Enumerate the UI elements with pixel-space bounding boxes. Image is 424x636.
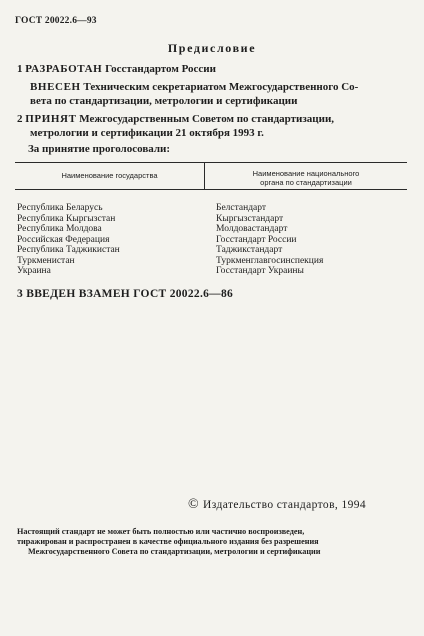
table-top-rule xyxy=(15,162,407,163)
vote-heading: За принятие проголосовали: xyxy=(28,143,171,155)
table-header-body-line-1: Наименование национального xyxy=(252,169,360,178)
body-cell: Туркменглавгосинспекция xyxy=(216,255,324,266)
submitted-text-1: Техническим секретариатом Межгосударственного Со- xyxy=(83,81,359,93)
state-cell: Российская Федерация xyxy=(17,234,110,245)
state-cell: Туркменистан xyxy=(17,255,75,266)
table-header-body xyxy=(205,169,407,187)
state-cell: Украина xyxy=(17,266,51,276)
body-cell: Госстандарт Украины xyxy=(216,266,304,276)
adopted-line-1 xyxy=(17,112,409,126)
adopted-keyword: ПРИНЯТ xyxy=(25,113,77,125)
copyright-icon: © xyxy=(188,497,200,512)
section-replaces: 3 ВВЕДЕН ВЗАМЕН ГОСТ 20022.6—86 xyxy=(17,288,234,300)
adopted-text-1: Межгосударственным Советом по стандартизации, xyxy=(79,113,335,125)
state-cell: Республика Беларусь xyxy=(17,203,103,213)
submitted-line-1 xyxy=(30,80,408,94)
submitted-line-2: вета по стандартизации, метрологии и сертификации xyxy=(30,95,298,107)
body-cell: Кыргызстандарт xyxy=(216,213,284,224)
section-number: 1 xyxy=(17,63,23,75)
body-cell: Госстандарт России xyxy=(216,234,297,245)
submitted-keyword: ВНЕСЕН xyxy=(30,81,81,93)
table-header-body-line-2: органа по стандартизации xyxy=(260,178,352,187)
copyright-notice xyxy=(188,497,366,513)
table-header-state: Наименование государства xyxy=(61,171,158,180)
adopted-line-2: метрологии и сертификации 21 октября 1993 г. xyxy=(30,127,264,139)
body-cell: Таджикстандарт xyxy=(216,245,283,255)
section-submitted xyxy=(30,80,408,108)
footer-line-3: Межгосударственного Совета по стандартизации, метрологии и сертификации xyxy=(28,547,321,556)
body-cell: Молдовастандарт xyxy=(216,224,288,234)
state-cell: Республика Молдова xyxy=(17,224,102,234)
state-cell: Республика Таджикистан xyxy=(17,245,120,255)
footer-line-2: тиражирован и распространен в качестве официального издания без разрешения xyxy=(17,537,319,546)
section-number: 2 xyxy=(17,113,23,125)
body-cell: Белстандарт xyxy=(216,203,267,213)
footer-line-1: Настоящий стандарт не может быть полностью или частично воспроизведен, xyxy=(17,527,305,536)
state-cell: Республика Кыргызстан xyxy=(17,213,116,224)
preface-title: Предисловие xyxy=(167,41,257,55)
gost-code: ГОСТ 20022.6—93 xyxy=(15,16,97,26)
copyright-text: Издательство стандартов, 1994 xyxy=(203,499,367,511)
section-keyword: РАЗРАБОТАН xyxy=(25,63,103,75)
section-text: Госстандартом России xyxy=(105,63,216,75)
section-developed xyxy=(17,62,409,76)
section-adopted xyxy=(17,112,409,140)
table-header-rule xyxy=(15,189,407,190)
